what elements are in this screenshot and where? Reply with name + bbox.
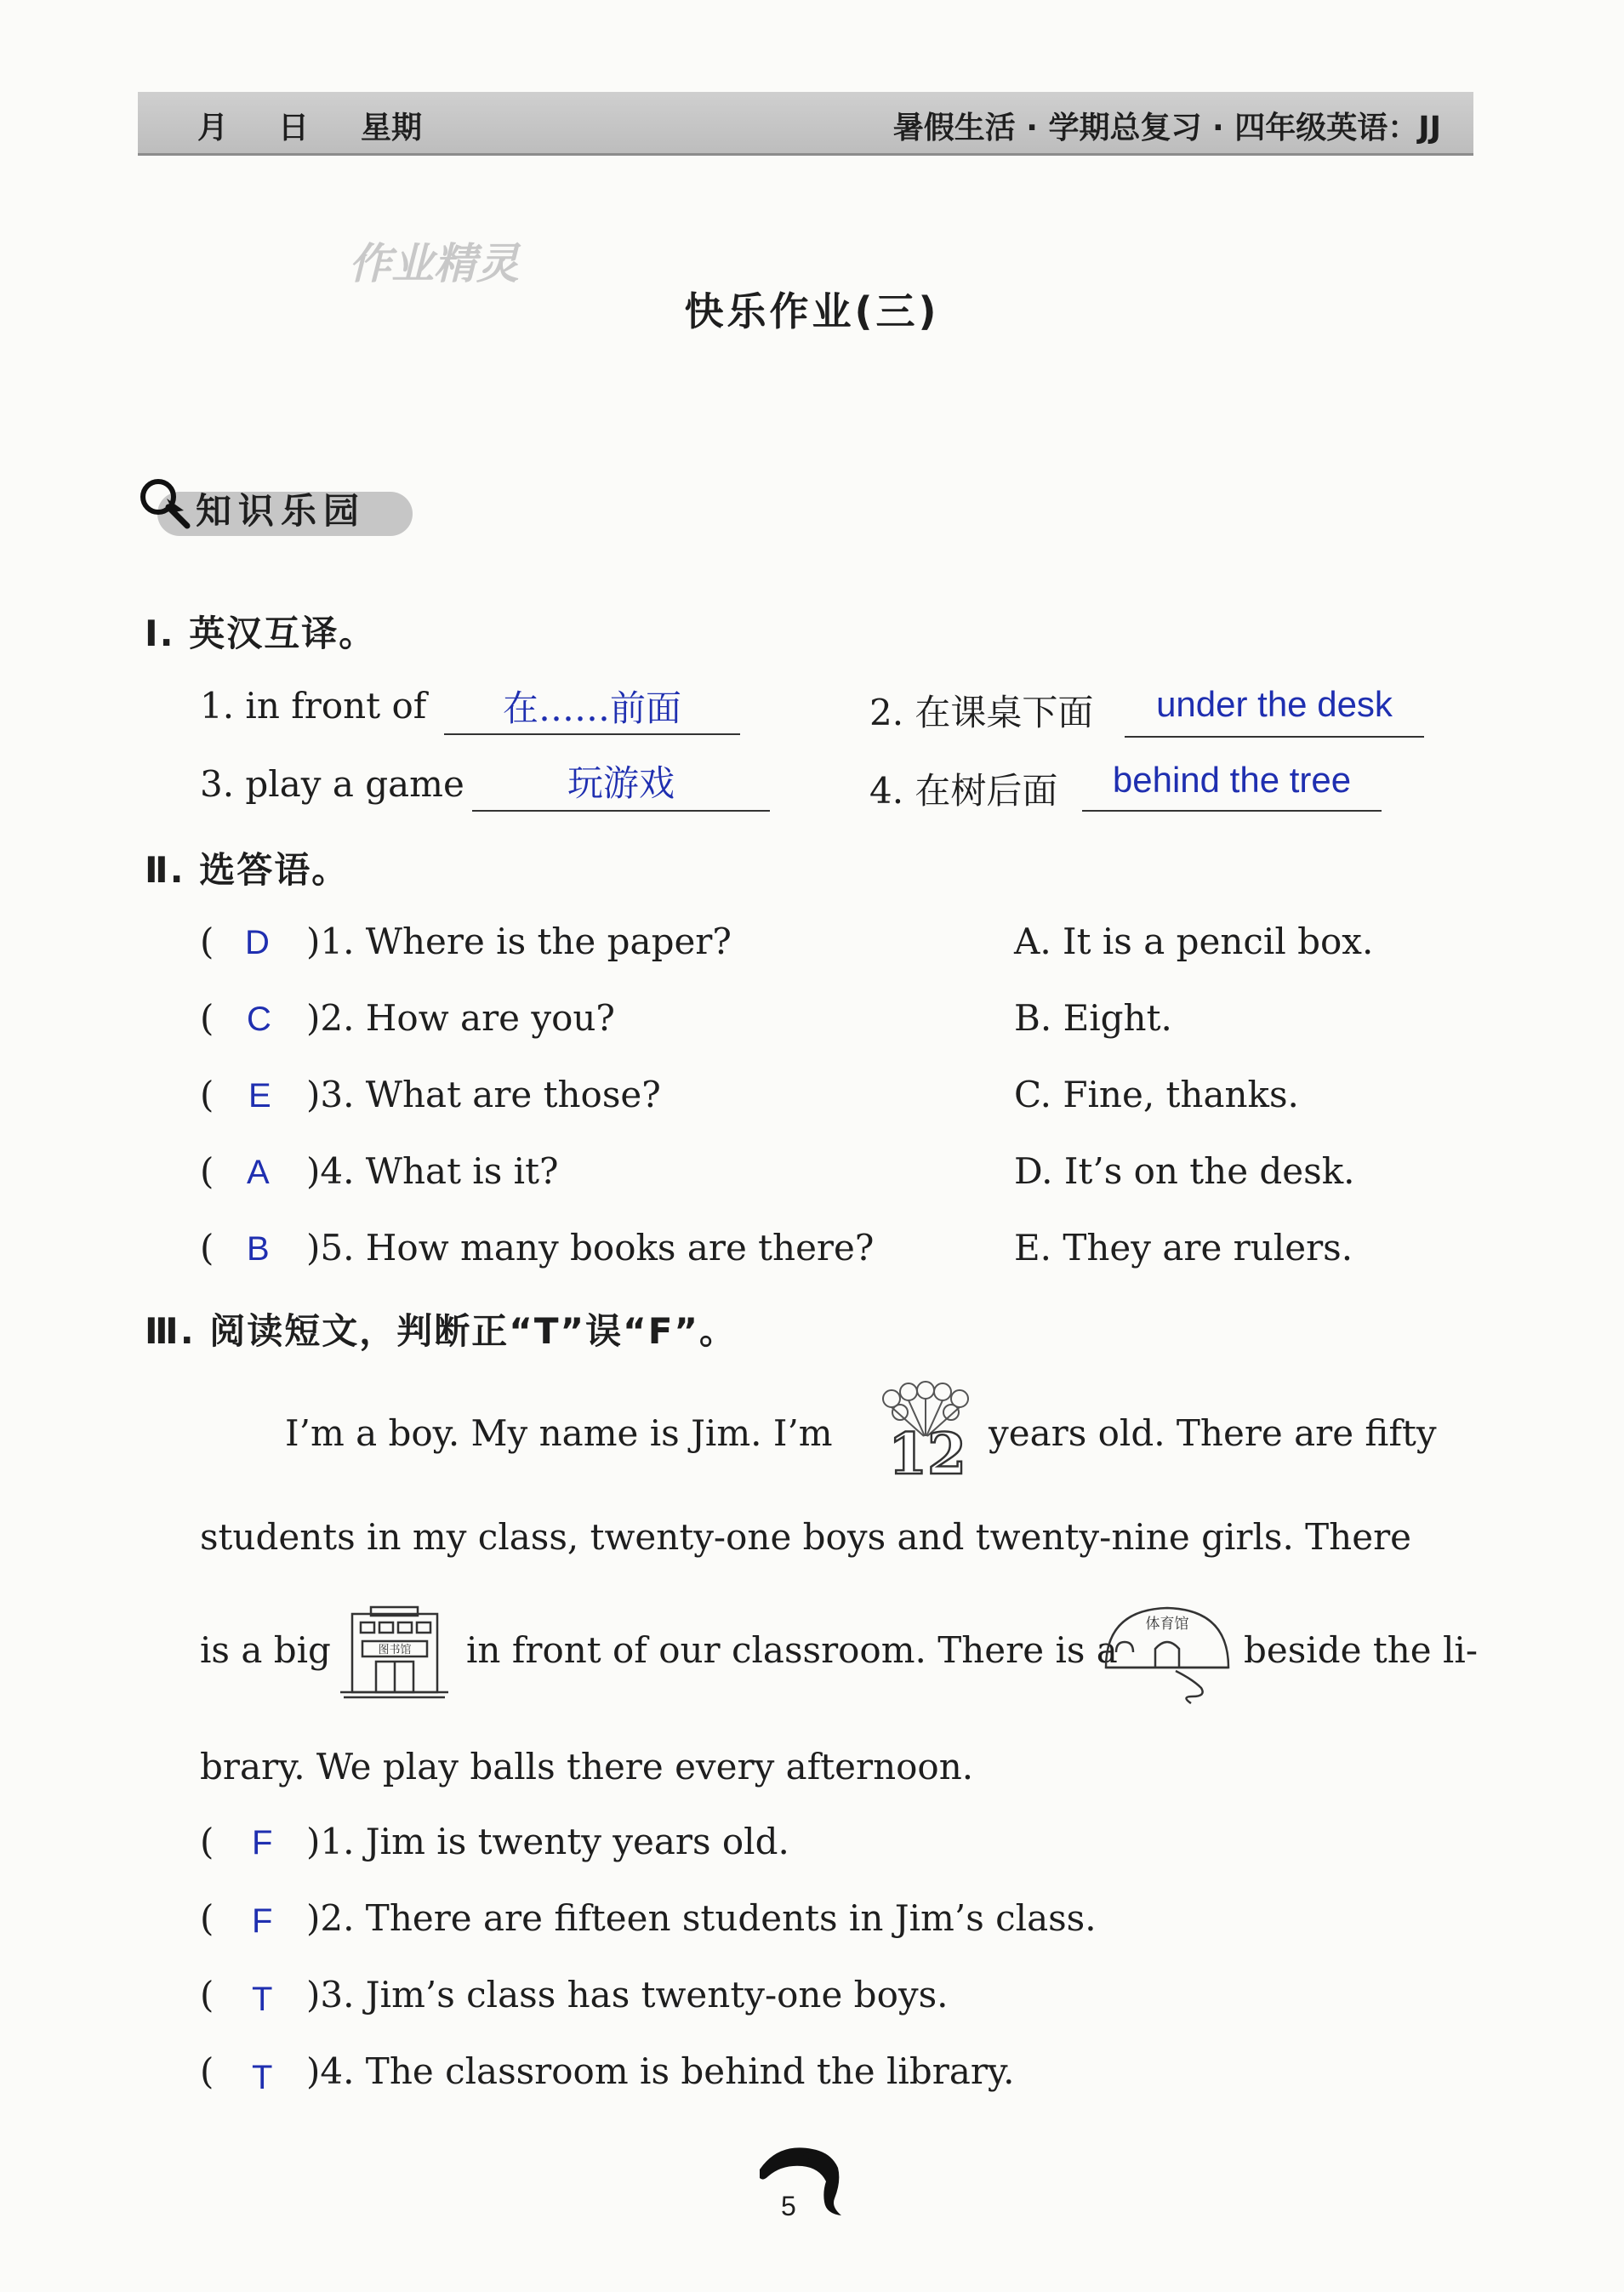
part2-question-4: )4. What is it?: [306, 1150, 559, 1192]
header-day: 日: [278, 111, 310, 145]
part3-paren-open: (: [200, 1821, 214, 1862]
header-month: 月: [197, 111, 229, 145]
part2-paren-open: (: [200, 997, 214, 1039]
page-number: 5: [781, 2191, 796, 2221]
part3-statement-4: )4. The classroom is behind the library.: [306, 2050, 1015, 2092]
passage-line4: brary. We play balls there every afternoon.: [200, 1746, 974, 1787]
part1-q1: 1. in front of: [200, 685, 427, 727]
part2-paren-open: (: [200, 1150, 214, 1192]
part2-option-d: D. It’s on the desk.: [1014, 1150, 1355, 1192]
part2-paren-open: (: [200, 1227, 214, 1269]
header-book-title: 暑假生活 · 学期总复习 · 四年级英语：JJ: [892, 111, 1441, 145]
part2-paren-open: (: [200, 921, 214, 962]
part2-question-5: )5. How many books are there?: [306, 1227, 875, 1269]
library-sign: 图书馆: [378, 1644, 412, 1656]
part1-blank3: [472, 810, 770, 812]
part3-answer-2: F: [252, 1902, 273, 1940]
part2-answer-2: C: [247, 1001, 271, 1038]
part1-blank2: [1125, 736, 1424, 738]
part2-option-b: B. Eight.: [1014, 997, 1172, 1039]
part2-heading: Ⅱ. 选答语。: [145, 849, 350, 891]
dolphin-icon: [753, 2134, 855, 2219]
passage-line3-a: is a big: [200, 1629, 331, 1671]
part1-a4: behind the tree: [1112, 760, 1352, 800]
part2-answer-4: A: [247, 1154, 270, 1191]
part3-statement-1: )1. Jim is twenty years old.: [306, 1821, 789, 1862]
section-title: 知识乐园: [196, 490, 367, 532]
part2-answer-3: E: [248, 1077, 271, 1115]
part3-paren-open: (: [200, 1974, 214, 2015]
passage-line3-b: in front of our classroom. There is a: [466, 1629, 1118, 1671]
part2-answer-1: D: [245, 924, 270, 961]
magnifier-icon: [134, 473, 192, 531]
part1-blank1: [444, 733, 740, 735]
part2-answer-5: B: [247, 1230, 270, 1268]
part1-a2: under the desk: [1156, 684, 1393, 724]
part2-question-2: )2. How are you?: [306, 997, 615, 1039]
part1-q4: 4. 在树后面: [869, 770, 1058, 812]
part2-question-3: )3. What are those?: [306, 1074, 661, 1115]
age-number: 12: [888, 1421, 966, 1478]
part2-paren-open: (: [200, 1074, 214, 1115]
page-title: 快乐作业(三): [684, 288, 940, 334]
part1-a1: 在……前面: [502, 687, 681, 729]
passage-line3-c: beside the li-: [1244, 1629, 1479, 1671]
header-bar: [138, 92, 1473, 156]
part3-heading: Ⅲ. 阅读短文，判断正“T”误“F”。: [145, 1310, 738, 1352]
gym-sign: 体育馆: [1145, 1616, 1189, 1633]
header-weekday: 星期: [361, 111, 423, 145]
part2-option-a: A. It is a pencil box.: [1014, 921, 1374, 962]
part3-answer-3: T: [252, 1981, 273, 2018]
part1-blank4: [1082, 810, 1382, 812]
part3-statement-3: )3. Jim’s class has twenty-one boys.: [306, 1974, 949, 2015]
part2-option-c: C. Fine, thanks.: [1014, 1074, 1299, 1115]
part3-paren-open: (: [200, 2050, 214, 2092]
part3-statement-2: )2. There are fifteen students in Jim’s class.: [306, 1897, 1097, 1939]
part1-heading: Ⅰ. 英汉互译。: [145, 613, 377, 654]
part3-answer-1: F: [252, 1824, 273, 1862]
passage-line2: students in my class, twenty-one boys and twenty-nine girls. There: [200, 1516, 1412, 1558]
gym-building-image: [1099, 1593, 1235, 1712]
part1-a3: 玩游戏: [567, 762, 675, 804]
library-building-image: [337, 1604, 452, 1702]
watermark: 作业精灵: [349, 239, 519, 288]
part2-question-1: )1. Where is the paper?: [306, 921, 732, 962]
part1-q2: 2. 在课桌下面: [869, 692, 1094, 733]
part3-answer-4: T: [252, 2059, 273, 2096]
part3-paren-open: (: [200, 1897, 214, 1939]
passage-line1-a: I’m a boy. My name is Jim. I’m: [285, 1412, 833, 1454]
part1-q3: 3. play a game: [200, 763, 464, 805]
passage-line1-b: years old. There are fifty: [989, 1412, 1437, 1454]
balloons-age-image: [876, 1380, 978, 1478]
part2-option-e: E. They are rulers.: [1014, 1227, 1353, 1269]
